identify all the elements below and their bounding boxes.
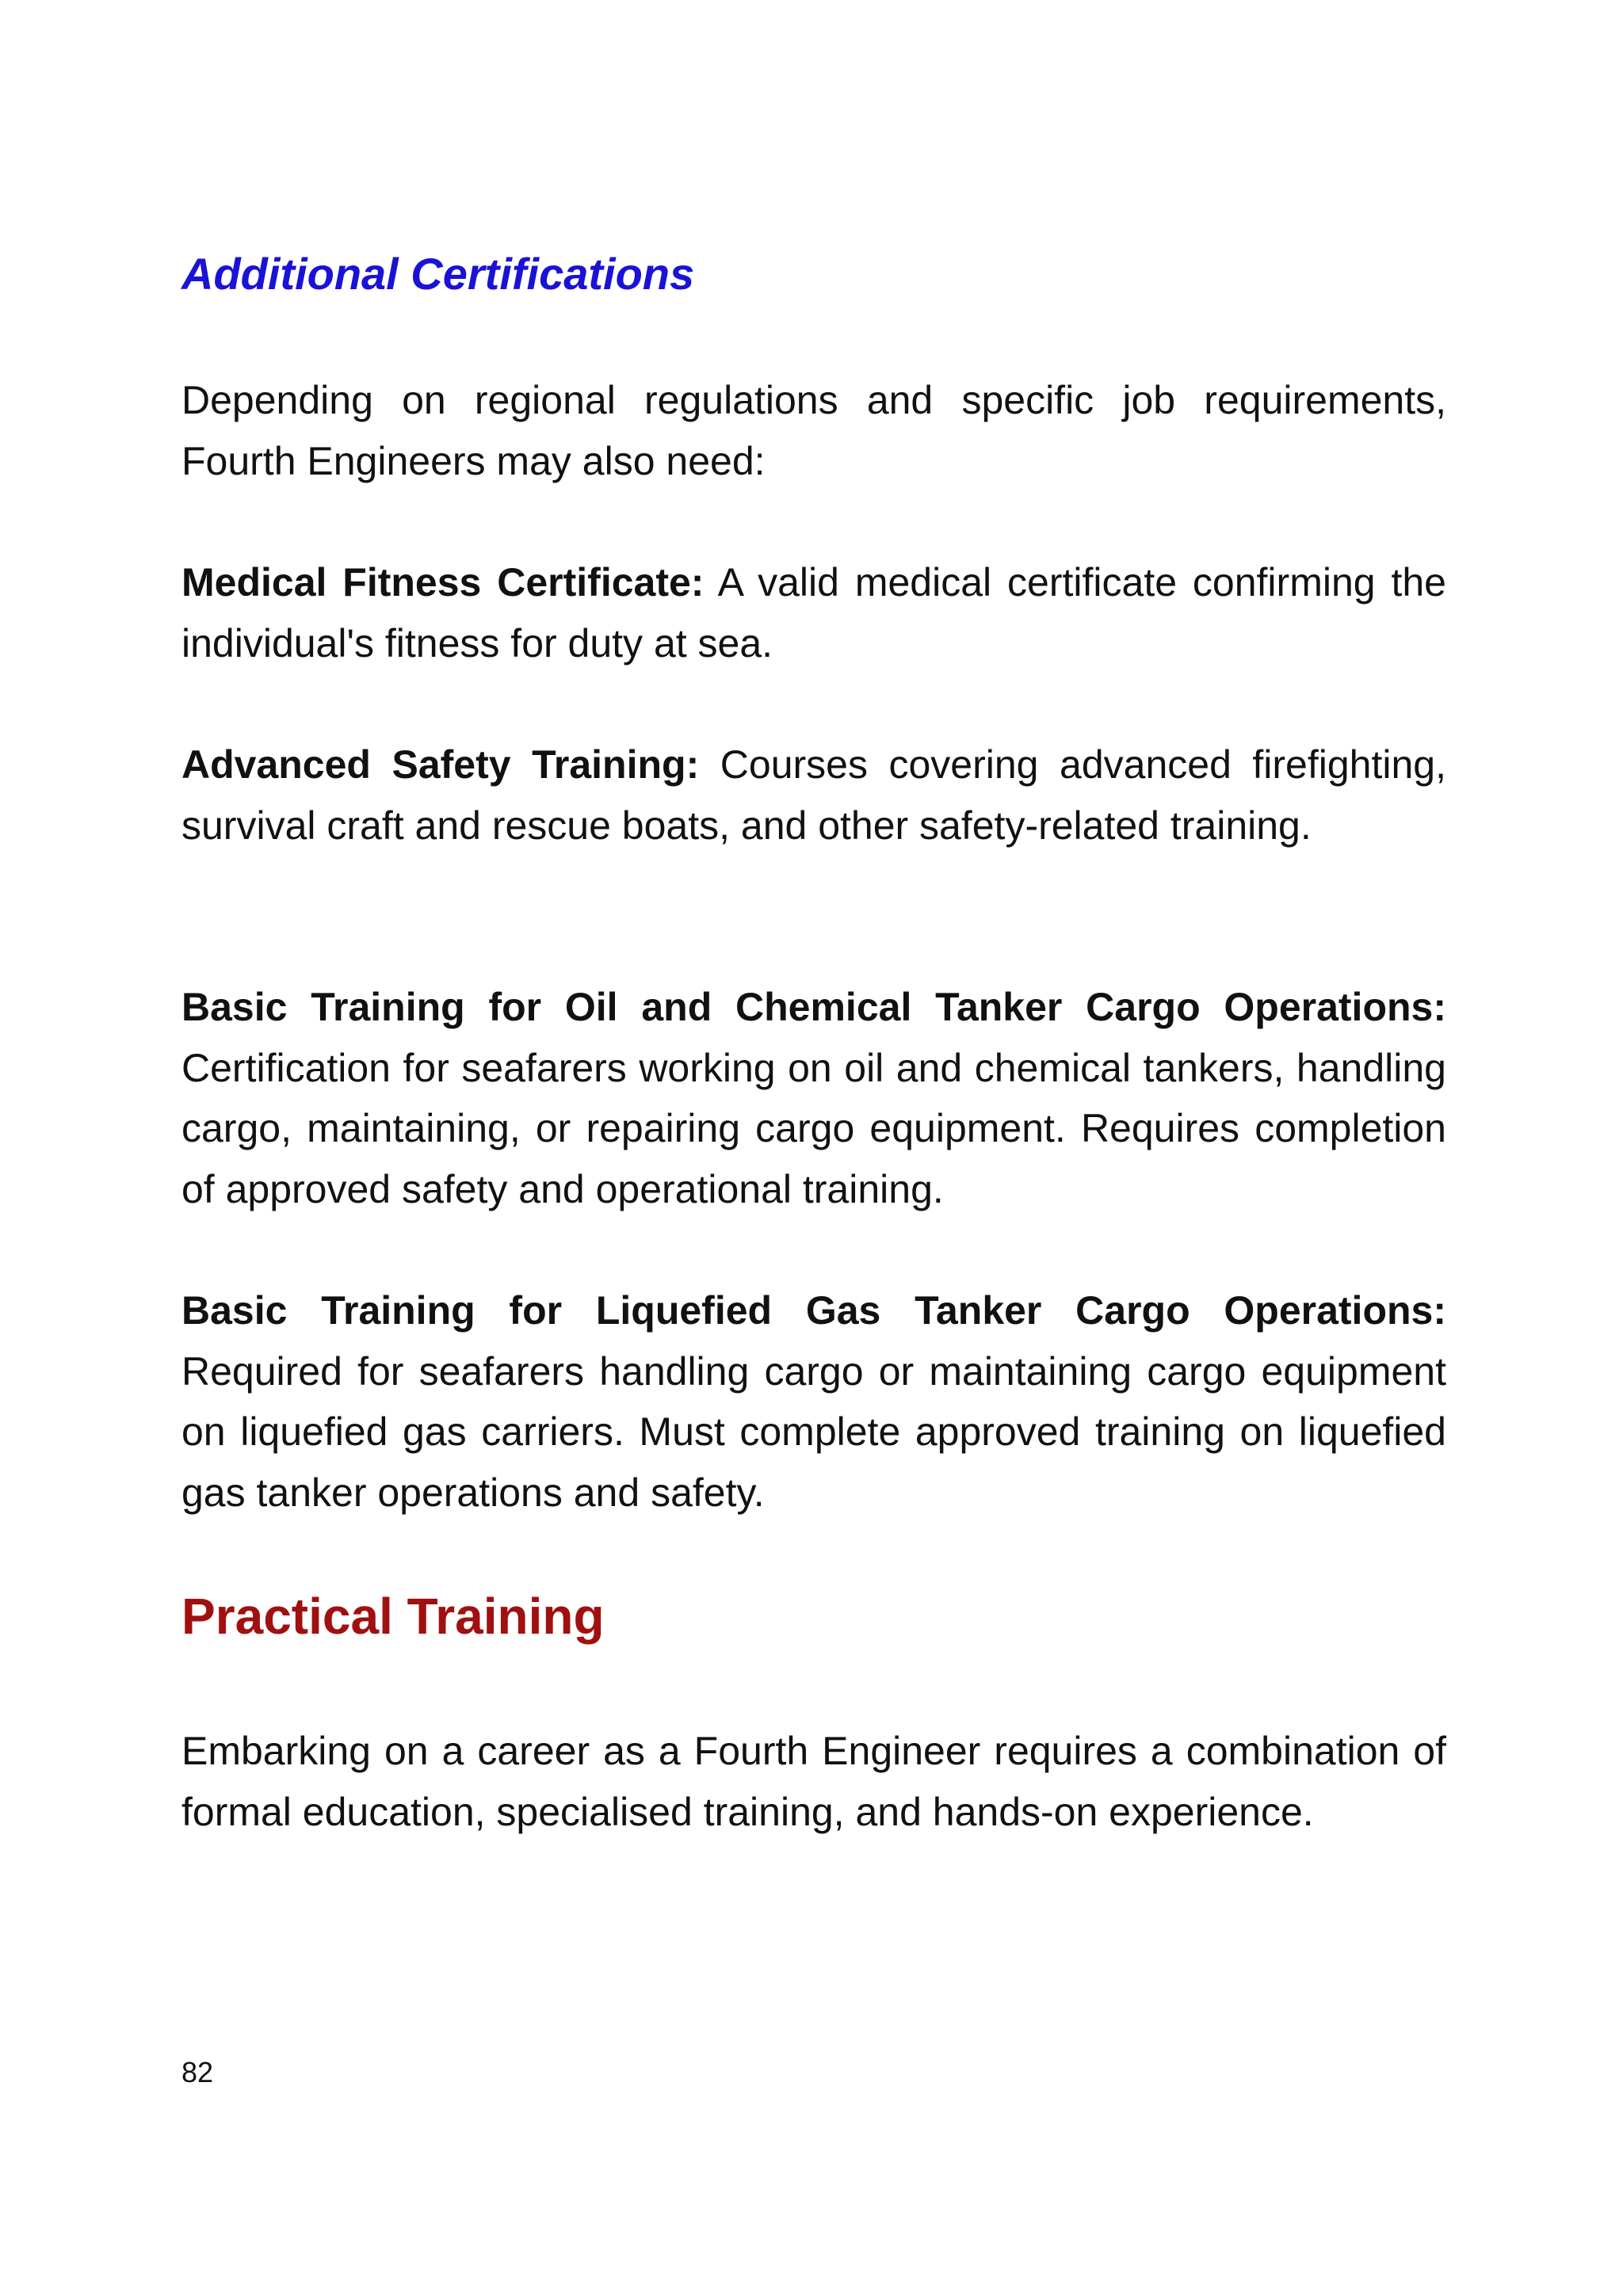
practical-training-paragraph: Embarking on a career as a Fourth Engineer requires a combination of formal education, specialised training, and hands-on experience. (181, 1729, 1446, 1834)
intro-paragraph: Depending on regional regulations and specific job requirements, Fourth Engineers may also need: (181, 378, 1446, 483)
certification-term: Basic Training for Liquefied Gas Tanker Cargo Operations: (181, 1288, 1446, 1333)
practical-training-heading: Practical Training (181, 1588, 605, 1645)
document-page (181, 0, 1446, 2296)
page-number: 82 (181, 2056, 214, 2088)
certification-description: A valid medical certificate confirming the individual's fitness for duty at sea. (181, 560, 1446, 666)
certification-description: Required for seafarers handling cargo or maintaining cargo equipment on liquefied gas carriers. Must complete approved training on liquefied gas tanker operations and safety. (181, 1348, 1446, 1515)
certification-item-oil-chemical (181, 977, 1446, 1219)
certification-term: Medical Fitness Certificate: (181, 560, 705, 605)
certification-description: Courses covering advanced firefighting, survival craft and rescue boats, and other safety-related training. (181, 742, 1446, 848)
certification-term: Basic Training for Oil and Chemical Tanker Cargo Operations: (181, 985, 1446, 1029)
section-subheading: Additional Certifications (181, 249, 695, 299)
certification-term: Advanced Safety Training: (181, 742, 700, 787)
certification-item-safety (181, 734, 1446, 856)
certification-item-liquefied-gas (181, 1280, 1446, 1523)
certification-item-medical (181, 552, 1446, 673)
certification-description: Certification for seafarers working on oil and chemical tankers, handling cargo, maintaining, or repairing cargo equipment. Requires completion of approved safety and operational training. (181, 1045, 1446, 1211)
